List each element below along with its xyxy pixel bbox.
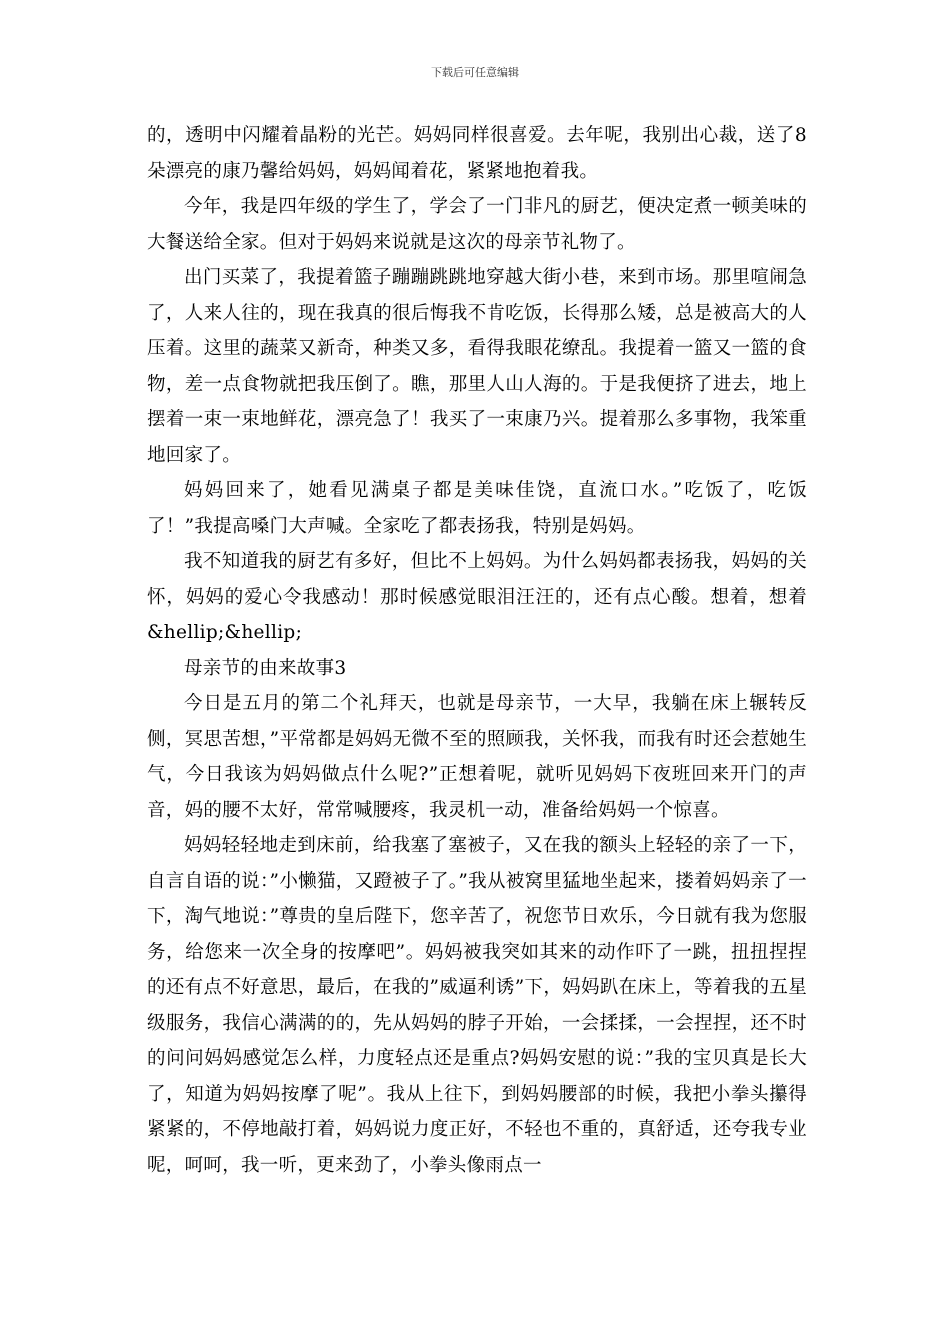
paragraph: 妈妈轻轻地走到床前，给我塞了塞被子，又在我的额头上轻轻的亲了一下，自言自语的说：”小懒猫，又蹬被子了。”我从被窝里猛地坐起来，搂着妈妈亲了一下，淘气地说：”尊贵的皇后陛下，您辛苦了，祝您节日欢乐，今日就有我为您服务，给您来一次全身的按摩吧”。妈妈被我突如其来的动作吓了一跳，扭扭捏捏的还有点不好意思，最后，在我的”威逼利诱”下，妈妈趴在床上，等着我的五星级服务，我信心满满的的，先从妈妈的脖子开始，一会揉揉，一会捏捏，还不时的问问妈妈感觉怎么样，力度轻点还是重点?妈妈安慰的说：”我的宝贝真是长大了，知道为妈妈按摩了呢”。我从上往下，到妈妈腰部的时候，我把小拳头攥得紧紧的，不停地敲打着，妈妈说力度正好，不轻也不重的，真舒适，还夸我专业呢，呵呵，我一听，更来劲了，小拳头像雨点一 xyxy=(147,835,807,1176)
paragraph: 今日是五月的第二个礼拜天，也就是母亲节，一大早，我躺在床上辗转反侧，冥思苦想，”平常都是妈妈无微不至的照顾我，关怀我，而我有时还会惹她生气，今日我该为妈妈做点什么呢?”正想着呢，就听见妈妈下夜班回来开门的声音，妈的腰不太好，常常喊腰疼，我灵机一动，准备给妈妈一个惊喜。 xyxy=(147,693,807,821)
paragraph: 的，透明中闪耀着晶粉的光芒。妈妈同样很喜爱。去年呢，我别出心裁，送了8朵漂亮的康乃馨给妈妈，妈妈闻着花，紧紧地抱着我。 xyxy=(147,125,807,182)
page-header: 下载后可任意编辑 xyxy=(431,66,519,79)
paragraph: 我不知道我的厨艺有多好，但比不上妈妈。为什么妈妈都表扬我，妈妈的关怀，妈妈的爱心令我感动！那时候感觉眼泪汪汪的，还有点心酸。想着，想着&hellip;&hellip; xyxy=(147,551,807,643)
paragraph: 今年，我是四年级的学生了，学会了一门非凡的厨艺，便决定煮一顿美味的大餐送给全家。但对于妈妈来说就是这次的母亲节礼物了。 xyxy=(147,196,807,253)
section-heading: 母亲节的由来故事3 xyxy=(184,657,347,679)
paragraph: 出门买菜了，我提着篮子蹦蹦跳跳地穿越大街小巷，来到市场。那里喧闹急了，人来人往的，现在我真的很后悔我不肯吃饭，长得那么矮，总是被高大的人压着。这里的蔬菜又新奇，种类又多，看得我眼花缭乱。我提着一篮又一篮的食物，差一点食物就把我压倒了。瞧，那里人山人海的。于是我便挤了进去，地上摆着一束一束地鲜花，漂亮急了！我买了一束康乃兴。提着那么多事物，我笨重地回家了。 xyxy=(147,267,807,466)
paragraph: 妈妈回来了，她看见满桌子都是美味佳饶，直流口水。”吃饭了，吃饭了！”我提高嗓门大声喊。全家吃了都表扬我，特别是妈妈。 xyxy=(147,480,807,537)
document-body xyxy=(147,118,807,1183)
